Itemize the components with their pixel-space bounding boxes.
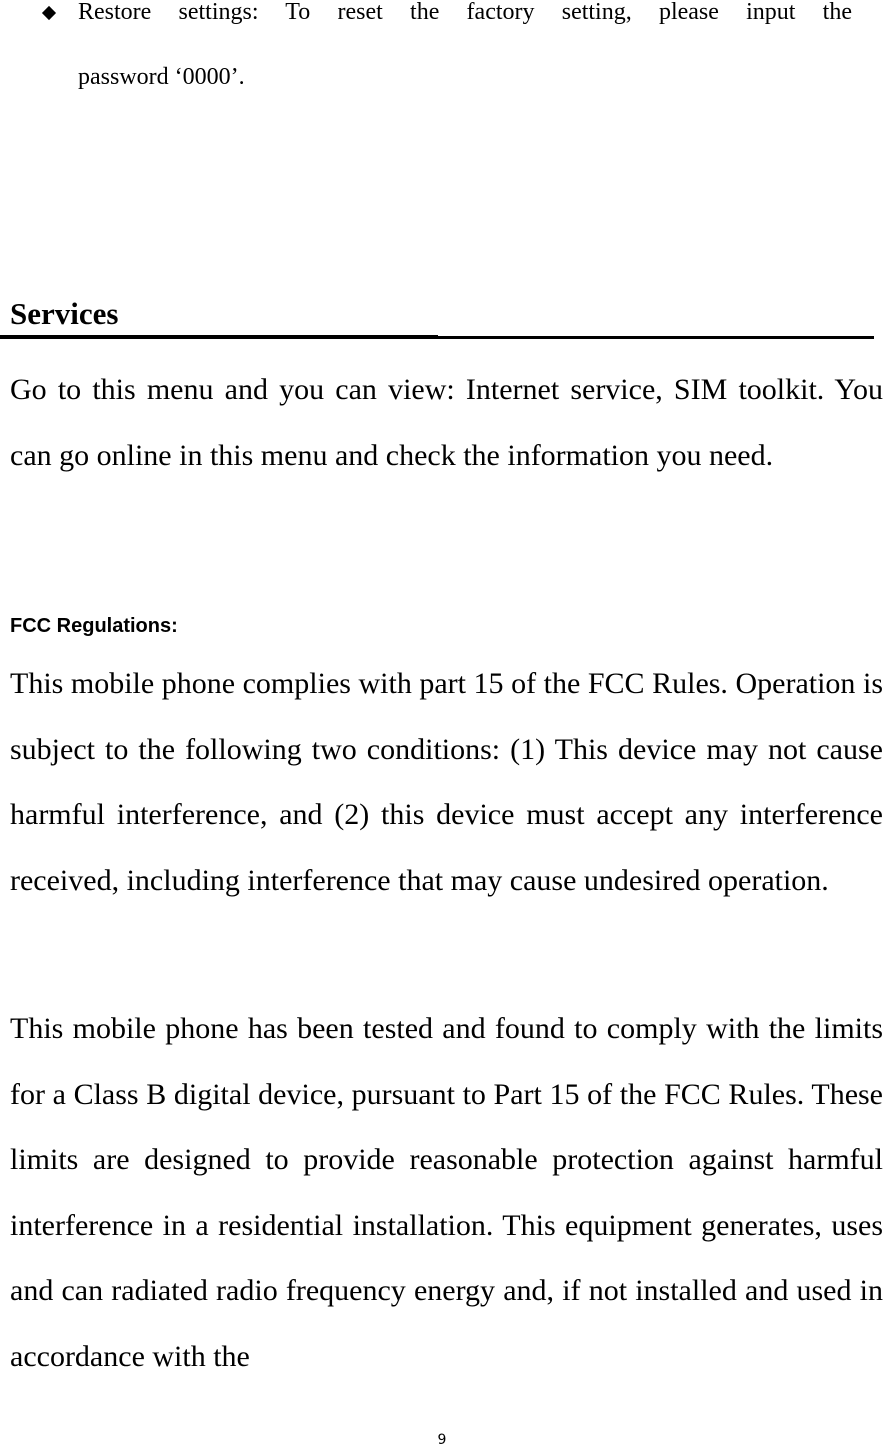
services-paragraph: Go to this menu and you can view: Internet service, SIM toolkit. You can go online in this menu and check the information you need. [10, 373, 883, 472]
bullet-text-line-1: Restore settings: To reset the factory setting, please input the [78, 0, 852, 25]
heading-underline-thin [438, 336, 874, 339]
diamond-bullet-icon [42, 6, 56, 20]
page-number: 9 [437, 1432, 447, 1448]
fcc-paragraph-1: This mobile phone complies with part 15 of the FCC Rules. Operation is subject to the following two conditions: (1) This device may not cause harmful interference, and (2) this device must accept any interference received, including interference that may cause undesired operation. [10, 667, 883, 897]
heading-underline-thick [0, 335, 438, 339]
fcc-regulations-heading: FCC Regulations: [10, 615, 178, 637]
bullet-text-line-2: password ‘0000’. [78, 64, 245, 90]
fcc-paragraph-2: This mobile phone has been tested and found to comply with the limits for a Class B digital device, pursuant to Part 15 of the FCC Rules. These limits are designed to provide reasonable protection against harmful interference in a residential installation. This equipment generates, uses and can radiated radio frequency energy and, if not installed and used in accordance with the [10, 1012, 883, 1373]
services-heading: Services [10, 296, 119, 331]
